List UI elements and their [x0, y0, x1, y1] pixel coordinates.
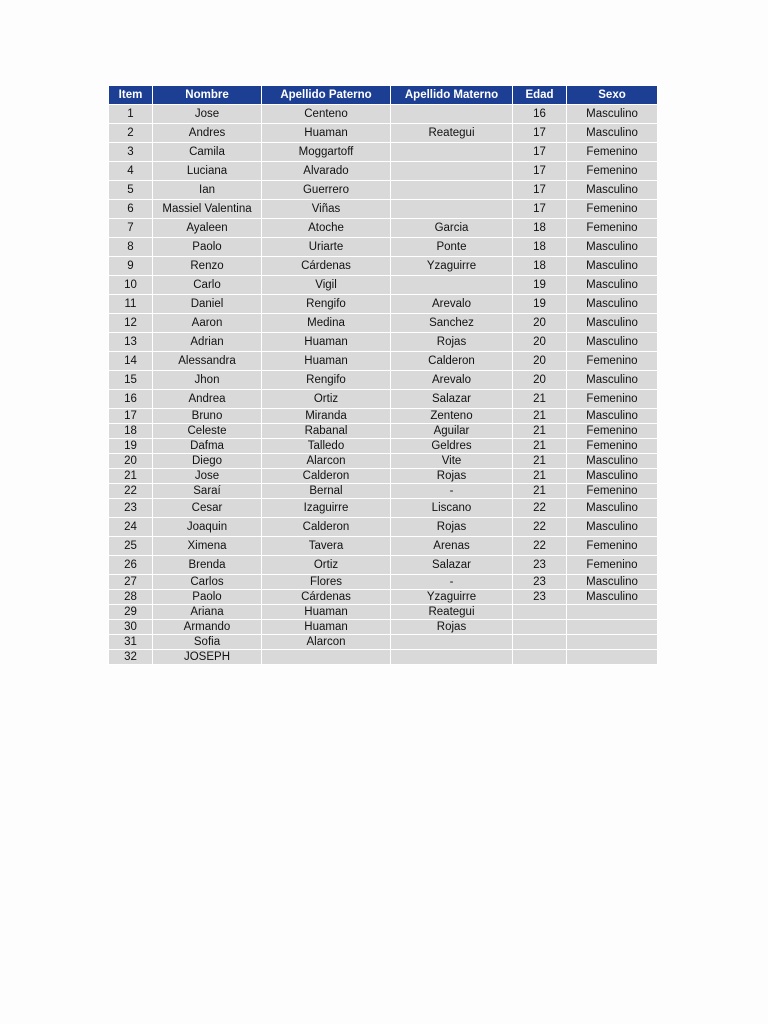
- cell-apellido-paterno: Atoche: [262, 219, 391, 238]
- cell-edad: 19: [513, 295, 567, 314]
- cell-item: 8: [109, 238, 153, 257]
- cell-edad: 17: [513, 143, 567, 162]
- cell-apellido-materno: Zenteno: [391, 409, 513, 424]
- table-row: [109, 390, 658, 409]
- cell-apellido-materno: Arevalo: [391, 295, 513, 314]
- cell-apellido-materno: Liscano: [391, 499, 513, 518]
- cell-apellido-materno: Arenas: [391, 537, 513, 556]
- cell-apellido-materno: Salazar: [391, 556, 513, 575]
- cell-item: 28: [109, 590, 153, 605]
- cell-apellido-paterno: Cárdenas: [262, 257, 391, 276]
- cell-apellido-paterno: Huaman: [262, 605, 391, 620]
- cell-apellido-paterno: Talledo: [262, 439, 391, 454]
- cell-nombre: Ayaleen: [153, 219, 262, 238]
- cell-nombre: Carlo: [153, 276, 262, 295]
- cell-nombre: Aaron: [153, 314, 262, 333]
- cell-edad: 21: [513, 484, 567, 499]
- cell-apellido-materno: Arevalo: [391, 371, 513, 390]
- cell-sexo: Femenino: [567, 352, 658, 371]
- cell-apellido-materno: Rojas: [391, 620, 513, 635]
- table-row: [109, 238, 658, 257]
- cell-edad: [513, 605, 567, 620]
- cell-nombre: Luciana: [153, 162, 262, 181]
- cell-sexo: Masculino: [567, 314, 658, 333]
- cell-apellido-materno: Rojas: [391, 518, 513, 537]
- cell-edad: [513, 635, 567, 650]
- cell-edad: 21: [513, 469, 567, 484]
- cell-nombre: Jose: [153, 469, 262, 484]
- cell-sexo: Masculino: [567, 238, 658, 257]
- cell-edad: 22: [513, 499, 567, 518]
- cell-apellido-paterno: Uriarte: [262, 238, 391, 257]
- cell-nombre: Massiel Valentina: [153, 200, 262, 219]
- cell-apellido-paterno: Huaman: [262, 352, 391, 371]
- cell-apellido-materno: Yzaguirre: [391, 590, 513, 605]
- table-row: [109, 454, 658, 469]
- cell-nombre: Carlos: [153, 575, 262, 590]
- cell-apellido-materno: Yzaguirre: [391, 257, 513, 276]
- cell-apellido-paterno: Ortiz: [262, 390, 391, 409]
- cell-apellido-materno: Geldres: [391, 439, 513, 454]
- cell-nombre: Celeste: [153, 424, 262, 439]
- cell-nombre: Joaquin: [153, 518, 262, 537]
- cell-apellido-paterno: Huaman: [262, 124, 391, 143]
- table-row: [109, 518, 658, 537]
- cell-apellido-paterno: [262, 650, 391, 665]
- cell-sexo: Masculino: [567, 575, 658, 590]
- cell-edad: 20: [513, 371, 567, 390]
- cell-apellido-materno: -: [391, 484, 513, 499]
- cell-apellido-paterno: Ortiz: [262, 556, 391, 575]
- cell-item: 19: [109, 439, 153, 454]
- cell-edad: 21: [513, 439, 567, 454]
- cell-sexo: Femenino: [567, 390, 658, 409]
- table-row: [109, 590, 658, 605]
- table-row: [109, 605, 658, 620]
- table-row: [109, 439, 658, 454]
- cell-sexo: Masculino: [567, 124, 658, 143]
- table-row: [109, 537, 658, 556]
- cell-item: 21: [109, 469, 153, 484]
- cell-edad: 23: [513, 590, 567, 605]
- cell-nombre: Andres: [153, 124, 262, 143]
- cell-sexo: Masculino: [567, 590, 658, 605]
- cell-apellido-paterno: Rengifo: [262, 371, 391, 390]
- cell-apellido-materno: Rojas: [391, 333, 513, 352]
- cell-edad: 22: [513, 537, 567, 556]
- header-edad: Edad: [513, 86, 567, 105]
- cell-edad: 23: [513, 556, 567, 575]
- cell-apellido-paterno: Bernal: [262, 484, 391, 499]
- cell-item: 26: [109, 556, 153, 575]
- cell-item: 22: [109, 484, 153, 499]
- cell-apellido-paterno: Alarcon: [262, 454, 391, 469]
- cell-apellido-materno: [391, 143, 513, 162]
- cell-item: 11: [109, 295, 153, 314]
- cell-apellido-paterno: Rengifo: [262, 295, 391, 314]
- cell-nombre: Jose: [153, 105, 262, 124]
- cell-nombre: Daniel: [153, 295, 262, 314]
- cell-apellido-materno: [391, 162, 513, 181]
- cell-edad: 16: [513, 105, 567, 124]
- cell-apellido-paterno: Viñas: [262, 200, 391, 219]
- header-apellido-paterno: Apellido Paterno: [262, 86, 391, 105]
- header-nombre: Nombre: [153, 86, 262, 105]
- cell-item: 3: [109, 143, 153, 162]
- table-row: [109, 333, 658, 352]
- cell-edad: 21: [513, 409, 567, 424]
- table-row: [109, 219, 658, 238]
- table-row: [109, 635, 658, 650]
- cell-item: 18: [109, 424, 153, 439]
- cell-sexo: Masculino: [567, 499, 658, 518]
- cell-apellido-materno: Garcia: [391, 219, 513, 238]
- table-row: [109, 352, 658, 371]
- cell-sexo: Femenino: [567, 537, 658, 556]
- table-row: [109, 105, 658, 124]
- cell-item: 10: [109, 276, 153, 295]
- cell-sexo: Femenino: [567, 143, 658, 162]
- table-row: [109, 143, 658, 162]
- cell-edad: 21: [513, 424, 567, 439]
- cell-apellido-paterno: Centeno: [262, 105, 391, 124]
- cell-edad: 17: [513, 181, 567, 200]
- cell-apellido-paterno: Alarcon: [262, 635, 391, 650]
- cell-apellido-paterno: Izaguirre: [262, 499, 391, 518]
- cell-item: 30: [109, 620, 153, 635]
- cell-item: 24: [109, 518, 153, 537]
- cell-sexo: Masculino: [567, 295, 658, 314]
- cell-edad: 17: [513, 200, 567, 219]
- cell-nombre: Dafma: [153, 439, 262, 454]
- table-row: [109, 181, 658, 200]
- cell-nombre: Sofia: [153, 635, 262, 650]
- table-body: [109, 105, 658, 665]
- cell-nombre: Camila: [153, 143, 262, 162]
- cell-nombre: Saraí: [153, 484, 262, 499]
- cell-item: 20: [109, 454, 153, 469]
- cell-item: 6: [109, 200, 153, 219]
- table-row: [109, 556, 658, 575]
- cell-sexo: Masculino: [567, 333, 658, 352]
- cell-nombre: Diego: [153, 454, 262, 469]
- cell-apellido-paterno: Medina: [262, 314, 391, 333]
- cell-item: 5: [109, 181, 153, 200]
- cell-edad: [513, 620, 567, 635]
- cell-apellido-materno: [391, 181, 513, 200]
- table-row: [109, 499, 658, 518]
- table-row: [109, 314, 658, 333]
- cell-apellido-materno: -: [391, 575, 513, 590]
- cell-apellido-materno: Calderon: [391, 352, 513, 371]
- header-row: [109, 86, 658, 105]
- cell-apellido-materno: Salazar: [391, 390, 513, 409]
- cell-edad: 21: [513, 454, 567, 469]
- cell-edad: 20: [513, 333, 567, 352]
- cell-sexo: [567, 605, 658, 620]
- cell-apellido-materno: Reategui: [391, 605, 513, 620]
- cell-nombre: Ariana: [153, 605, 262, 620]
- cell-apellido-materno: Reategui: [391, 124, 513, 143]
- cell-apellido-materno: Vite: [391, 454, 513, 469]
- cell-apellido-materno: Rojas: [391, 469, 513, 484]
- table-row: [109, 295, 658, 314]
- cell-nombre: JOSEPH: [153, 650, 262, 665]
- cell-sexo: Masculino: [567, 276, 658, 295]
- cell-item: 2: [109, 124, 153, 143]
- cell-sexo: [567, 635, 658, 650]
- cell-item: 12: [109, 314, 153, 333]
- cell-sexo: [567, 620, 658, 635]
- header-apellido-materno: Apellido Materno: [391, 86, 513, 105]
- cell-sexo: Masculino: [567, 409, 658, 424]
- table-row: [109, 257, 658, 276]
- cell-nombre: Alessandra: [153, 352, 262, 371]
- cell-nombre: Bruno: [153, 409, 262, 424]
- cell-item: 32: [109, 650, 153, 665]
- cell-edad: 22: [513, 518, 567, 537]
- cell-edad: 19: [513, 276, 567, 295]
- cell-edad: 23: [513, 575, 567, 590]
- cell-item: 15: [109, 371, 153, 390]
- cell-item: 31: [109, 635, 153, 650]
- table-row: [109, 371, 658, 390]
- cell-apellido-paterno: Vigil: [262, 276, 391, 295]
- cell-edad: 17: [513, 162, 567, 181]
- cell-apellido-materno: [391, 200, 513, 219]
- cell-item: 9: [109, 257, 153, 276]
- header-item: Item: [109, 86, 153, 105]
- cell-item: 14: [109, 352, 153, 371]
- cell-sexo: Femenino: [567, 439, 658, 454]
- cell-sexo: Masculino: [567, 105, 658, 124]
- table-row: [109, 575, 658, 590]
- cell-apellido-paterno: Calderon: [262, 518, 391, 537]
- cell-item: 16: [109, 390, 153, 409]
- cell-sexo: Femenino: [567, 219, 658, 238]
- cell-item: 27: [109, 575, 153, 590]
- cell-nombre: Cesar: [153, 499, 262, 518]
- cell-apellido-paterno: Guerrero: [262, 181, 391, 200]
- cell-item: 23: [109, 499, 153, 518]
- cell-edad: 17: [513, 124, 567, 143]
- cell-sexo: Masculino: [567, 257, 658, 276]
- cell-apellido-paterno: Flores: [262, 575, 391, 590]
- cell-apellido-paterno: Miranda: [262, 409, 391, 424]
- cell-apellido-materno: Sanchez: [391, 314, 513, 333]
- cell-nombre: Ximena: [153, 537, 262, 556]
- cell-sexo: Masculino: [567, 518, 658, 537]
- cell-nombre: Ian: [153, 181, 262, 200]
- cell-edad: 20: [513, 352, 567, 371]
- table-row: [109, 620, 658, 635]
- cell-apellido-paterno: Moggartoff: [262, 143, 391, 162]
- cell-sexo: Femenino: [567, 424, 658, 439]
- cell-nombre: Renzo: [153, 257, 262, 276]
- cell-nombre: Jhon: [153, 371, 262, 390]
- table-row: [109, 484, 658, 499]
- student-table: [108, 85, 658, 665]
- cell-nombre: Armando: [153, 620, 262, 635]
- cell-nombre: Paolo: [153, 238, 262, 257]
- cell-sexo: [567, 650, 658, 665]
- cell-item: 1: [109, 105, 153, 124]
- cell-sexo: Masculino: [567, 371, 658, 390]
- cell-sexo: Femenino: [567, 484, 658, 499]
- table-row: [109, 276, 658, 295]
- cell-apellido-paterno: Calderon: [262, 469, 391, 484]
- cell-sexo: Masculino: [567, 469, 658, 484]
- cell-apellido-paterno: Huaman: [262, 333, 391, 352]
- cell-edad: [513, 650, 567, 665]
- table-row: [109, 469, 658, 484]
- cell-item: 7: [109, 219, 153, 238]
- cell-item: 4: [109, 162, 153, 181]
- cell-item: 13: [109, 333, 153, 352]
- cell-edad: 20: [513, 314, 567, 333]
- cell-apellido-materno: [391, 276, 513, 295]
- cell-item: 17: [109, 409, 153, 424]
- cell-nombre: Paolo: [153, 590, 262, 605]
- cell-nombre: Andrea: [153, 390, 262, 409]
- cell-nombre: Brenda: [153, 556, 262, 575]
- table-row: [109, 650, 658, 665]
- cell-edad: 18: [513, 238, 567, 257]
- cell-item: 29: [109, 605, 153, 620]
- cell-sexo: Femenino: [567, 556, 658, 575]
- cell-edad: 21: [513, 390, 567, 409]
- cell-sexo: Masculino: [567, 181, 658, 200]
- cell-apellido-paterno: Cárdenas: [262, 590, 391, 605]
- header-sexo: Sexo: [567, 86, 658, 105]
- cell-sexo: Masculino: [567, 454, 658, 469]
- cell-nombre: Adrian: [153, 333, 262, 352]
- cell-apellido-paterno: Rabanal: [262, 424, 391, 439]
- table-row: [109, 200, 658, 219]
- cell-edad: 18: [513, 219, 567, 238]
- table-row: [109, 162, 658, 181]
- cell-apellido-materno: [391, 635, 513, 650]
- cell-apellido-paterno: Alvarado: [262, 162, 391, 181]
- cell-sexo: Femenino: [567, 200, 658, 219]
- cell-apellido-materno: Ponte: [391, 238, 513, 257]
- table-row: [109, 424, 658, 439]
- cell-item: 25: [109, 537, 153, 556]
- table-row: [109, 124, 658, 143]
- cell-apellido-paterno: Tavera: [262, 537, 391, 556]
- cell-apellido-paterno: Huaman: [262, 620, 391, 635]
- cell-apellido-materno: [391, 105, 513, 124]
- cell-apellido-materno: Aguilar: [391, 424, 513, 439]
- cell-apellido-materno: [391, 650, 513, 665]
- table-row: [109, 409, 658, 424]
- cell-sexo: Femenino: [567, 162, 658, 181]
- cell-edad: 18: [513, 257, 567, 276]
